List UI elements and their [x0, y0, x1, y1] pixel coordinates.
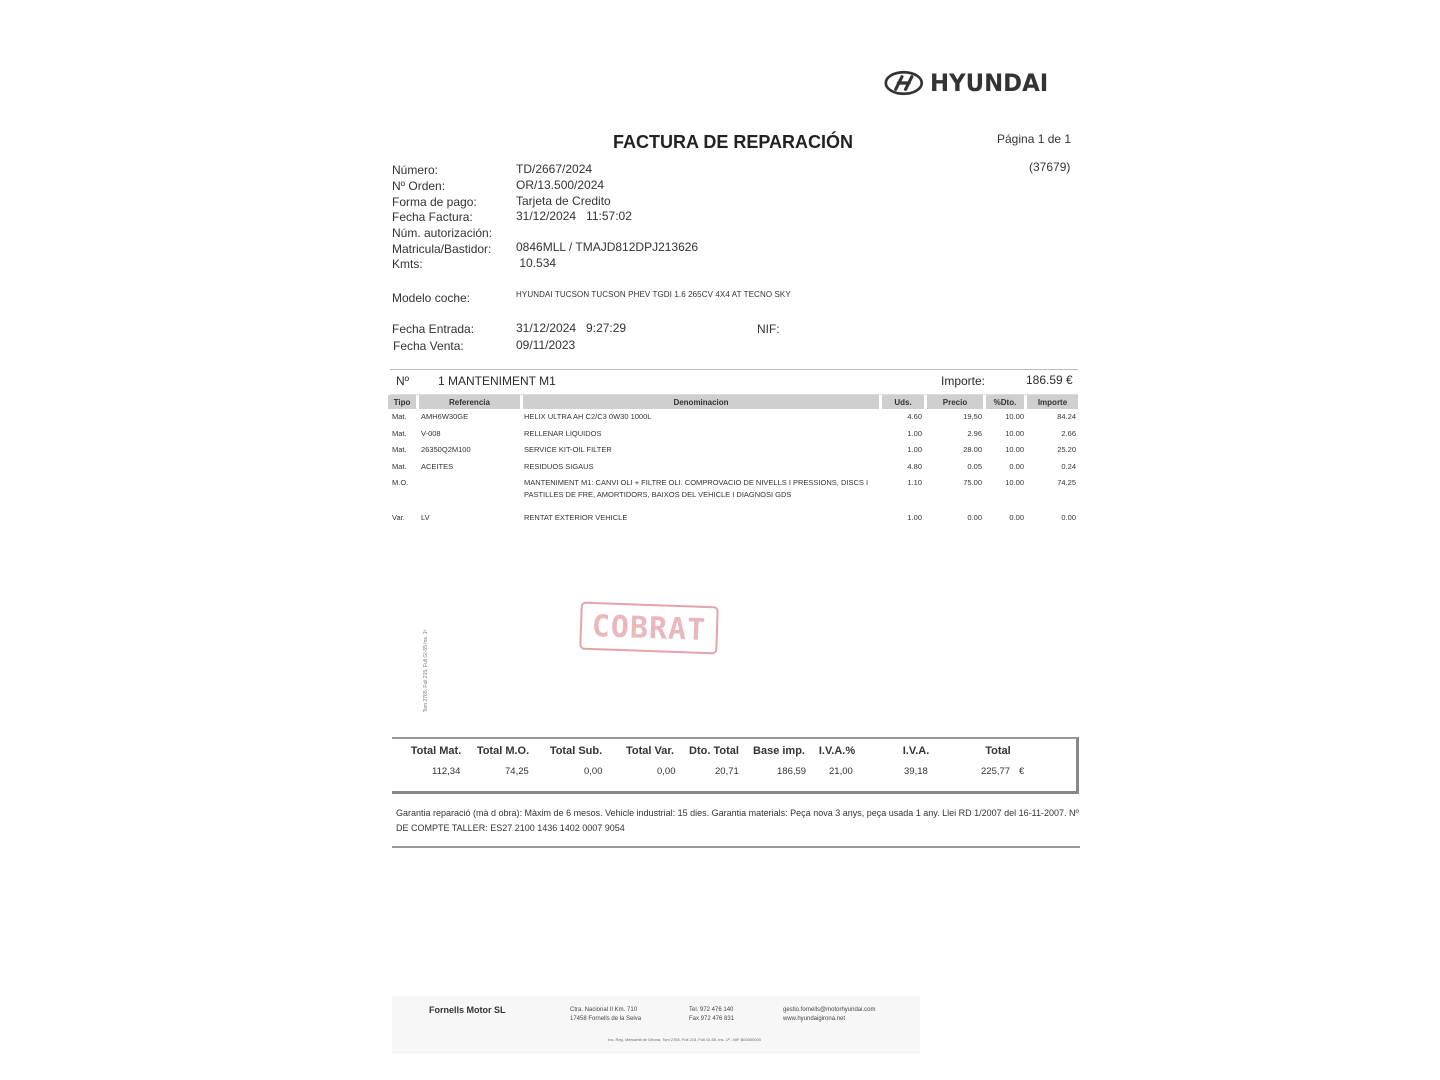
nif-label: NIF:	[757, 322, 780, 336]
total-header: Total M.O.	[476, 745, 530, 757]
cell-uds: 1.00	[907, 513, 922, 522]
cell-desc: SERVICE KIT-OIL FILTER	[524, 445, 612, 454]
cell-ref: AMH6W30GE	[421, 412, 469, 421]
cell-importe: 25.20	[1057, 445, 1076, 454]
cell-tipo: Mat.	[392, 445, 407, 454]
cell-tipo: M.O.	[392, 478, 409, 487]
field-label: Núm. autorización:	[392, 226, 493, 240]
field-value: Tarjeta de Credito	[516, 194, 611, 208]
cell-ref: LV	[421, 513, 430, 522]
cell-precio: 2.96	[967, 429, 982, 438]
col-header-dto: %Dto.	[986, 395, 1024, 409]
cell-dto: 10.00	[1005, 445, 1024, 454]
cell-dto: 10.00	[1005, 429, 1024, 438]
logo-wordmark: HYUNDAI	[929, 69, 1048, 97]
cell-importe: 84.24	[1057, 412, 1076, 421]
total-value-final: 225,77	[981, 766, 1011, 777]
total-header: Total Var.	[625, 745, 675, 757]
cell-uds: 4.60	[907, 412, 922, 421]
cell-importe: 0.00	[1061, 513, 1076, 522]
total-value: 0,00	[584, 766, 603, 777]
cell-uds: 4.80	[907, 462, 922, 471]
entry-date-value: 31/12/2024 9:27:29	[516, 321, 627, 335]
hyundai-emblem-icon	[884, 68, 924, 98]
cell-dto: 10.00	[1005, 412, 1024, 421]
cell-desc: MANTENIMENT M1: CANVI OLI + FILTRE OLI. COMPROVACIO DE NIVELLS I PRESSIONS, DISCS I PASTILLES DE FRE, AMORTIDORS, BAIXOS DEL VEHICLE I DIAGNOSI GDS	[524, 478, 869, 499]
paid-stamp	[579, 602, 719, 655]
field-label: Fecha Factura:	[392, 210, 473, 224]
reference-code: (37679)	[1029, 160, 1071, 174]
footer-address-1: Ctra. Nacional II Km. 710	[570, 1007, 638, 1013]
col-header-denominacion: Denominacion	[523, 395, 879, 409]
cell-uds: 1.00	[907, 445, 922, 454]
document-title: FACTURA DE REPARACIÓN	[613, 132, 854, 152]
field-value: 31/12/2024 11:57:02	[516, 209, 632, 223]
sale-date-value: 09/11/2023	[516, 338, 576, 352]
total-header: Total Sub.	[549, 745, 603, 757]
field-label: Kmts:	[392, 257, 423, 271]
col-header-tipo: Tipo	[388, 395, 416, 409]
total-header: Total	[985, 745, 1011, 757]
total-value: 112,34	[432, 766, 461, 777]
total-value: 186,59	[777, 766, 807, 777]
cell-importe: 2.66	[1061, 429, 1076, 438]
model-label: Modelo coche:	[392, 291, 471, 305]
footer-company: Fornells Motor SL	[429, 1005, 506, 1015]
field-label: Número:	[392, 163, 439, 177]
cell-dto: 0.00	[1009, 462, 1024, 471]
section-amount-value: 186.59 €	[1026, 373, 1073, 387]
cell-precio: 19,50	[963, 412, 982, 421]
cell-dto: 10.00	[1005, 478, 1024, 487]
entry-date-label: Fecha Entrada:	[392, 322, 475, 336]
footer-registry: Ins. Reg. Mercantil de Girona, Tom 2765, Foli 215, Full GI-55, Ins. 1ª - NIF B00000000	[608, 1037, 762, 1042]
cell-ref: ACEITES	[421, 462, 454, 471]
footer-web: www.hyundaigirona.net	[783, 1016, 846, 1022]
col-header-precio: Precio	[927, 395, 983, 409]
cell-importe: 0.24	[1061, 462, 1076, 471]
total-value: 74,25	[505, 766, 529, 777]
page-number: Página 1 de 1	[997, 132, 1072, 146]
footer-address-2: 17458 Fornells de la Selva	[570, 1016, 642, 1022]
hyundai-logo	[884, 66, 1054, 100]
cell-tipo: Mat.	[392, 462, 407, 471]
cell-desc: RENTAT EXTERIOR VEHICLE	[524, 513, 628, 522]
footer-fax: Fax 972 476 831	[689, 1016, 735, 1022]
field-value: TD/2667/2024	[516, 162, 593, 176]
field-value: 10.534	[516, 256, 557, 270]
total-header: I.V.A.	[902, 745, 930, 757]
cell-uds: 1.00	[907, 429, 922, 438]
cell-uds: 1.10	[907, 478, 922, 487]
col-header-referencia: Referencia	[419, 395, 520, 409]
guarantee-divider	[392, 846, 1080, 848]
field-value: OR/13.500/2024	[516, 178, 605, 192]
total-value: 21,00	[829, 766, 853, 777]
section-number-label: Nº	[396, 374, 410, 388]
section-amount-label: Importe:	[941, 374, 986, 388]
footer-tel: Tel. 972 476 140	[689, 1007, 734, 1013]
cell-tipo: Var.	[392, 513, 405, 522]
side-registry-note: Tom 2765, Foli 215, Full GI-55 Ins. 1ª	[423, 629, 429, 713]
model-value: HYUNDAI TUCSON TUCSON PHEV TGDI 1.6 265CV 4X4 AT TECNO SKY	[516, 290, 791, 299]
cell-ref: 26350Q2M100	[421, 445, 471, 454]
cell-dto: 0.00	[1009, 513, 1024, 522]
total-header: Base imp.	[753, 745, 805, 757]
total-header: I.V.A.%	[818, 745, 856, 757]
cell-tipo: Mat.	[392, 429, 407, 438]
cell-precio: 0.00	[967, 513, 982, 522]
total-value: 39,18	[904, 766, 928, 777]
field-label: Forma de pago:	[392, 195, 477, 209]
cell-precio: 75.00	[963, 478, 982, 487]
cell-desc: RESIDUOS SIGAUS	[524, 462, 594, 471]
total-header: Total Mat.	[410, 745, 462, 757]
cell-importe: 74.25	[1057, 478, 1076, 487]
total-currency: €	[1019, 766, 1025, 777]
cell-desc: RELLENAR LIQUIDOS	[524, 429, 602, 438]
cell-precio: 28.00	[963, 445, 982, 454]
total-header: Dto. Total	[689, 745, 739, 757]
cell-desc: HELIX ULTRA AH C2/C3 0W30 1000L	[524, 412, 652, 421]
col-header-importe: Importe	[1027, 395, 1078, 409]
cell-precio: 0.05	[967, 462, 982, 471]
stamp-text: COBRAT	[591, 608, 707, 648]
footer-email: gestio.fornells@motorhyundai.com	[783, 1007, 876, 1013]
cell-ref: V-008	[421, 429, 441, 438]
field-value: 0846MLL / TMAJD812DPJ213626	[516, 240, 699, 254]
cell-tipo: Mat.	[392, 412, 407, 421]
sale-date-label: Fecha Venta:	[393, 339, 464, 353]
total-value: 20,71	[715, 766, 739, 777]
field-label: Nº Orden:	[392, 179, 446, 193]
field-label: Matricula/Bastidor:	[392, 242, 492, 256]
guarantee-note: Garantia reparació (mà d obra): Màxim de 6 mesos. Vehicle industrial: 15 dies. Garantia materials: Peça nova 3 anys, peça usada 1 any. Llei RD 1/2007 del 16-11-2007. Nº DE COMPTE TALLER: ES27 2100 1436 1402 0007 9054	[396, 808, 1079, 833]
total-value: 0,00	[657, 766, 676, 777]
section-name: 1 MANTENIMENT M1	[438, 374, 556, 388]
col-header-uds: Uds.	[882, 395, 924, 409]
